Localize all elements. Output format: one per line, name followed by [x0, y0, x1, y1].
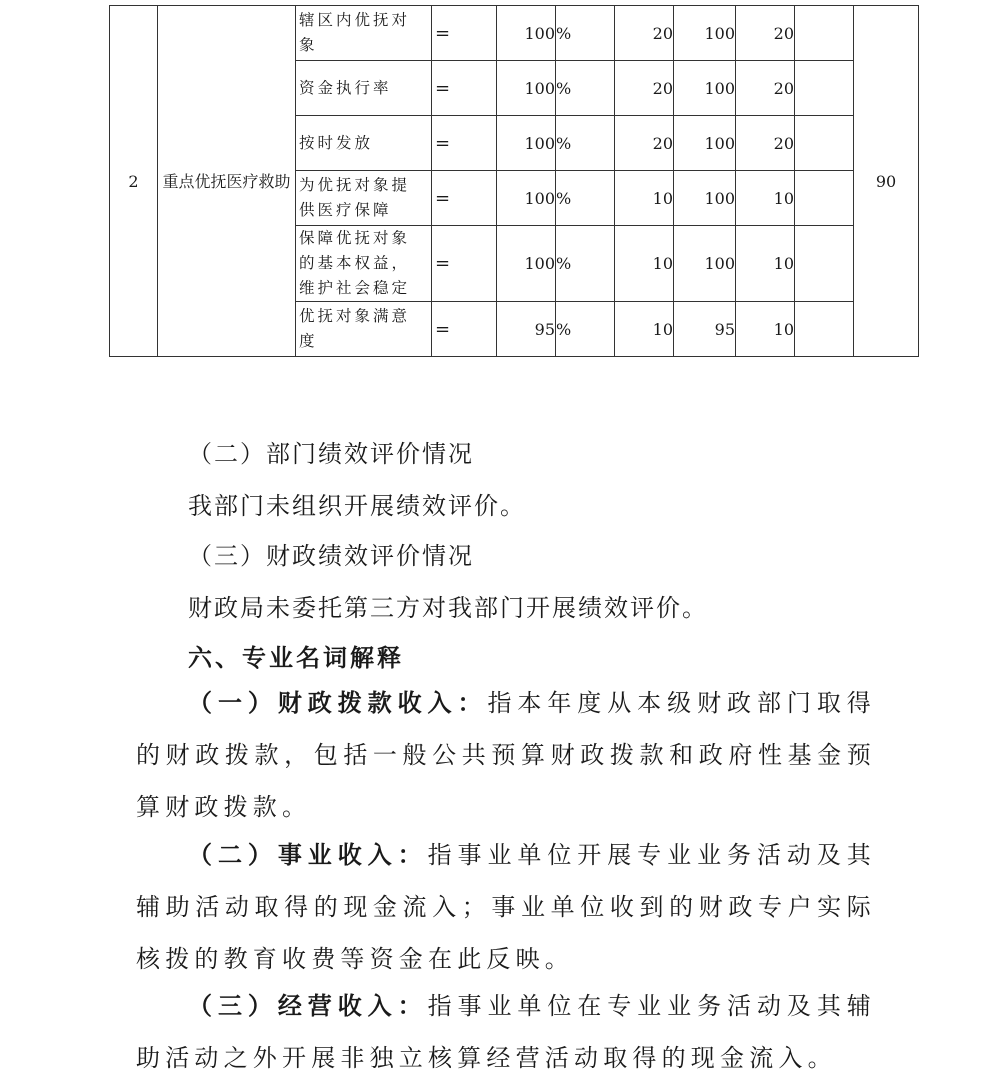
glossary-def-2: 指事业单位开展专业业务活动及其辅助活动取得的现金流入；事业单位收到的财政专户实际核拨的教育收费等资金在此反映。 [136, 841, 876, 973]
operator: = [432, 302, 497, 357]
target-value: 100 [497, 171, 556, 226]
performance-table [109, 5, 919, 357]
score: 20 [736, 116, 795, 171]
blank-cell [795, 6, 854, 61]
blank-cell [795, 116, 854, 171]
blank-cell [795, 226, 854, 302]
unit: % [556, 171, 615, 226]
indicator-name: 资金执行率 [296, 61, 432, 116]
indicator-name: 保障优抚对象的基本权益，维护社会稳定 [296, 226, 432, 302]
weight: 10 [615, 226, 674, 302]
indicator-name: 辖区内优抚对象 [296, 6, 432, 61]
actual-value: 95 [674, 302, 736, 357]
target-value: 95 [497, 302, 556, 357]
weight: 10 [615, 302, 674, 357]
weight: 20 [615, 6, 674, 61]
score: 10 [736, 171, 795, 226]
weight: 20 [615, 61, 674, 116]
score: 10 [736, 302, 795, 357]
dept-eval-text: 我部门未组织开展绩效评价。 [188, 492, 526, 520]
table-row [110, 6, 919, 61]
blank-cell [795, 61, 854, 116]
glossary-def-1: 指本年度从本级财政部门取得的财政拨款，包括一般公共预算财政拨款和政府性基金预算财政拨款。 [136, 689, 876, 821]
fin-eval-heading: （三）财政绩效评价情况 [188, 542, 474, 570]
glossary-heading: 六、专业名词解释 [188, 643, 404, 672]
glossary-term-3: （三）经营收入： [188, 991, 428, 1020]
actual-value: 100 [674, 116, 736, 171]
actual-value: 100 [674, 61, 736, 116]
score: 20 [736, 6, 795, 61]
indicator-name: 为优抚对象提供医疗保障 [296, 171, 432, 226]
unit: % [556, 61, 615, 116]
weight: 20 [615, 116, 674, 171]
glossary-item-1 [136, 677, 876, 833]
glossary-term-1: （一）财政拨款收入： [188, 688, 488, 717]
score: 10 [736, 226, 795, 302]
target-value: 100 [497, 61, 556, 116]
weight: 10 [615, 171, 674, 226]
operator: = [432, 226, 497, 302]
blank-cell [795, 171, 854, 226]
glossary-item-2 [136, 829, 876, 985]
unit: % [556, 6, 615, 61]
glossary-def-3: 指事业单位在专业业务活动及其辅助活动之外开展非独立核算经营活动取得的现金流入。 [136, 992, 876, 1072]
fin-eval-text: 财政局未委托第三方对我部门开展绩效评价。 [188, 594, 708, 622]
target-value: 100 [497, 116, 556, 171]
indicator-name: 优抚对象满意度 [296, 302, 432, 357]
operator: = [432, 116, 497, 171]
operator: = [432, 61, 497, 116]
actual-value: 100 [674, 226, 736, 302]
actual-value: 100 [674, 6, 736, 61]
dept-eval-heading: （二）部门绩效评价情况 [188, 440, 474, 468]
blank-cell [795, 302, 854, 357]
row-number: 2 [110, 6, 158, 357]
operator: = [432, 6, 497, 61]
unit: % [556, 116, 615, 171]
project-name: 重点优抚医疗救助 [158, 6, 296, 357]
glossary-item-3 [136, 980, 876, 1084]
total-score: 90 [854, 6, 919, 357]
unit: % [556, 302, 615, 357]
glossary-term-2: （二）事业收入： [188, 840, 428, 869]
score: 20 [736, 61, 795, 116]
actual-value: 100 [674, 171, 736, 226]
indicator-name: 按时发放 [296, 116, 432, 171]
target-value: 100 [497, 226, 556, 302]
unit: % [556, 226, 615, 302]
operator: = [432, 171, 497, 226]
target-value: 100 [497, 6, 556, 61]
